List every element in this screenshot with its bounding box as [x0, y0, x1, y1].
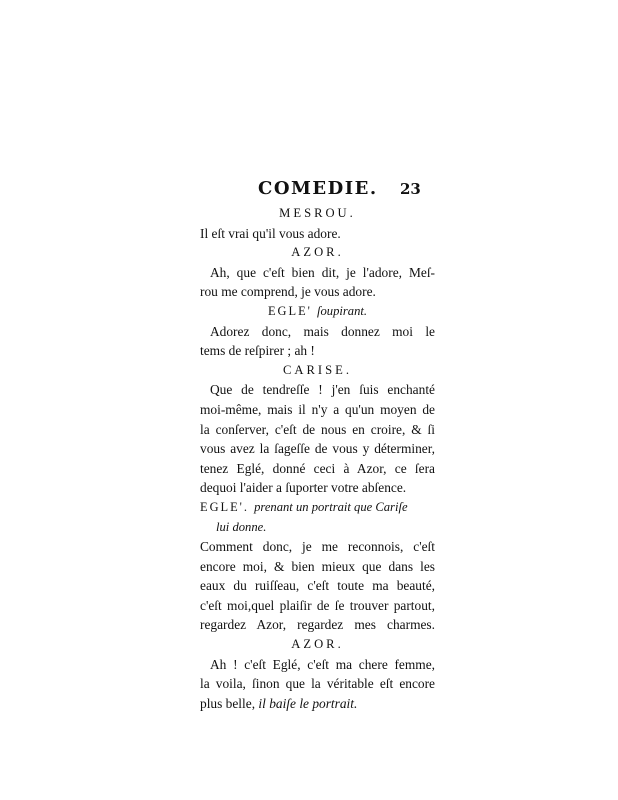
- text-line: la voila, ſinon que la véritable eſt encore: [200, 676, 435, 692]
- speaker-with-direction: [200, 498, 435, 518]
- speaker-name: AZOR.: [291, 245, 344, 260]
- text-line: Ah ! c'eſt Eglé, c'eſt ma chere femme,: [210, 656, 435, 672]
- text-line: tems de reſpirer ; ah !: [200, 343, 315, 359]
- text-line: regardez Azor, regardez mes charmes.: [200, 617, 435, 633]
- text-line: la conſerver, c'eſt de nous en croire, & ſi: [200, 421, 435, 437]
- page-number: 23: [400, 180, 421, 198]
- text-line: Il eſt vrai qu'il vous adore.: [200, 225, 341, 241]
- text-line: eaux du ruiſſeau, c'eſt toute ma beauté,: [200, 578, 435, 594]
- text-line: encore moi, & bien mieux que dans les: [200, 558, 435, 574]
- speaker-name: EGLE': [267, 303, 312, 318]
- text-line: dequoi l'aider a ſuporter votre abſence.: [200, 480, 407, 496]
- speaker-with-direction: [200, 302, 435, 322]
- speaker-name: EGLE'.: [200, 499, 249, 514]
- stage-direction: lui donne.: [216, 519, 267, 534]
- text-line: rou me comprend, je vous adore.: [200, 284, 376, 300]
- text-line: Adorez donc, mais donnez moi le: [210, 323, 435, 339]
- text-line: Ah, que c'eſt bien dit, je l'adore, Meſ-: [210, 264, 435, 280]
- text-line: tenez Eglé, donné ceci à Azor, ce ſera: [200, 460, 435, 476]
- speaker-name: MESROU.: [279, 206, 356, 220]
- stage-direction: prenant un portrait que Cariſe: [254, 499, 408, 514]
- text-line: Que de tendreſſe ! j'en ſuis enchanté: [210, 382, 435, 398]
- speaker-name: AZOR.: [291, 637, 344, 652]
- play-text: [200, 204, 435, 713]
- line-text: plus belle,: [200, 695, 256, 711]
- text-line: moi-même, mais il n'y a qu'un moyen de: [200, 401, 435, 417]
- speaker-name: CARISE.: [283, 362, 352, 377]
- stage-direction: ſoupirant.: [316, 303, 368, 318]
- stage-direction: il baiſe le portrait.: [258, 695, 358, 711]
- text-line: vous avez la ſageſſe de vous y déterminer,: [200, 441, 435, 457]
- text-line: [200, 694, 435, 714]
- text-line: c'eſt moi,quel plaiſir de ſe trouver partout,: [200, 597, 435, 613]
- running-title: COMEDIE.: [258, 178, 378, 199]
- text-line: Comment donc, je me reconnois, c'eſt: [200, 539, 435, 555]
